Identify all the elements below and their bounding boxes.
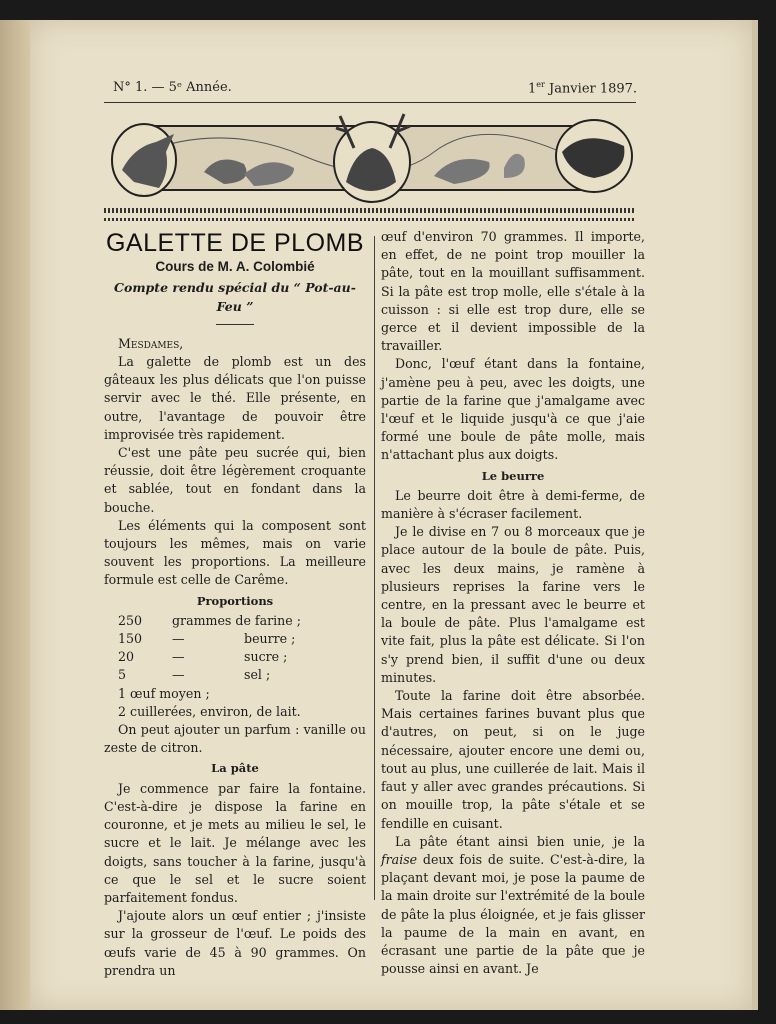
- decorative-banner: [104, 112, 636, 210]
- proportion-row: 5 — sel ;: [118, 667, 271, 683]
- paragraph: La pâte étant ainsi bien unie, je la fraise deux fois de suite. C'est-à-dire, la plaçant devant moi, je pose la paume de la main droite sur l'extrémité de la boule de pâte la plus éloignée, et je fais glisser la paume de la main en avant, en écrasant une partie de la pâte que je pousse ainsi en avant. Je: [381, 833, 645, 977]
- page-edge: [752, 20, 758, 1010]
- paragraph: Je commence par faire la fontaine. C'est-à-dire je dispose la farine en couronne, et je mets au milieu le sel, le sucre et le lait. Je mélange avec les doigts, sans toucher à la farine, jusqu'à ce que le sel et le sucre soient parfaitement fondus.: [104, 780, 366, 905]
- paragraph: Donc, l'œuf étant dans la fontaine, j'amène peu à peu, avec les doigts, une partie de la farine que j'amalgame avec l'œuf et le liquide jusqu'à ce que j'aie formé une boule de pâte molle, mais n'attachant plus aux doigts.: [381, 356, 645, 463]
- header-rule: [104, 102, 636, 103]
- paragraph: Les éléments qui la composent sont toujours les mêmes, mais on varie souvent les proportions. La meilleure formule est celle de Carême.: [104, 517, 366, 588]
- milk-line: 2 cuillerées, environ, de lait.: [118, 703, 301, 719]
- paragraph: La galette de plomb est un des gâteaux les plus délicats que l'on puisse servir avec le thé. Elle présente, en outre, l'avantage de pouvoir être improvisée très rapidement.: [104, 354, 366, 442]
- proportion-row: 150 — beurre ;: [118, 631, 296, 647]
- egg-line: 1 œuf moyen ;: [118, 685, 210, 701]
- beurre-heading: Le beurre: [481, 468, 545, 483]
- proportion-row: 20 — sucre ;: [118, 649, 288, 665]
- right-column: [381, 228, 645, 978]
- column-divider: [374, 236, 375, 900]
- deer-head-icon: [112, 124, 176, 196]
- issue-number: N° 1. — 5ᵉ Année.: [113, 80, 232, 95]
- left-column: [104, 228, 366, 980]
- subtitle: Compte rendu spécial du “ Pot-au-Feu ”: [114, 280, 356, 314]
- paragraph: Le beurre doit être à demi-ferme, de manière à s'écraser facilement.: [381, 487, 645, 522]
- paragraph: On peut ajouter un parfum : vanille ou zeste de citron.: [104, 722, 366, 756]
- title-rule: [216, 324, 254, 325]
- article-title: GALETTE DE PLOMB: [105, 229, 365, 257]
- paragraph: Toute la farine doit être absorbée. Mais certaines farines buvant plus que d'autres, on peut, si on le juge nécessaire, ajouter encore une demi ou, tout au plus, une cuillerée de lait. Mais il faut y aller avec grandes précautions. Si on mouille trop, la pâte s'étale et se fendille en cuisant.: [381, 688, 645, 831]
- stag-head-icon: [334, 114, 410, 202]
- boar-head-icon: [556, 120, 632, 192]
- proportions-heading: Proportions: [196, 593, 274, 608]
- paragraph: C'est une pâte peu sucrée qui, bien réussie, doit être légèrement croquante et sablée, tout en fondant dans la bouche.: [104, 445, 366, 515]
- dotted-rule-bottom: [104, 218, 636, 221]
- salutation: Mesdames,: [118, 335, 184, 351]
- proportion-row: 250 grammes de farine ;: [118, 612, 301, 628]
- pate-heading: La pâte: [211, 761, 259, 776]
- paragraph: J'ajoute alors un œuf entier ; j'insiste sur la grosseur de l'œuf. Le poids des œufs varie de 45 à 90 grammes. On prendra un: [104, 908, 366, 978]
- book-spine: [0, 20, 32, 1010]
- paragraph: Je le divise en 7 ou 8 morceaux que je place autour de la boule de pâte. Puis, avec les deux mains, je ramène à plusieurs reprises la farine vers le centre, en la pressant avec le beurre et la boule de pâte. Plus l'amalgame est vite fait, plus la pâte est délicate. Si l'on s'y prend bien, il suffit d'une ou deux minutes.: [381, 524, 645, 685]
- paragraph: œuf d'environ 70 grammes. Il importe, en effet, de ne point trop mouiller la pâte, tout en la mouillant suffisamment. Si la pâte est trop molle, elle s'étale à la cuisson : si elle est trop dure, elle se gerce et il devient impossible de la travailler.: [381, 229, 645, 354]
- issue-date: 1er Janvier 1897.: [528, 80, 638, 97]
- dotted-rule-top: [104, 208, 636, 213]
- course-line: Cours de M. A. Colombié: [155, 259, 315, 275]
